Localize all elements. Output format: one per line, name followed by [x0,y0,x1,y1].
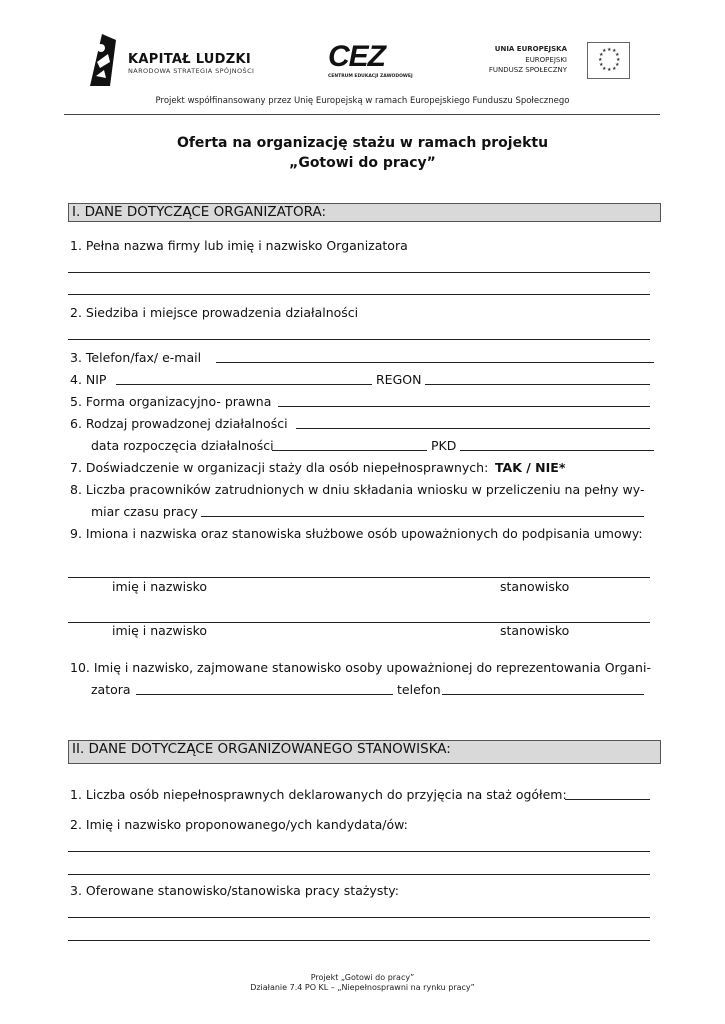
s1-item6-label: 6. Rodzaj prowadzonej działalności [70,416,288,431]
svg-text:★: ★ [612,66,617,72]
s2-item2-label: 2. Imię i nazwisko proponowanego/ych kandydata/ów: [70,817,408,832]
s1-item10-label-line1: 10. Imię i nazwisko, zajmowane stanowisko osoby upoważnionej do reprezentowania Organi- [70,660,651,675]
document-title-line1: Oferta na organizację stażu w ramach projektu [176,135,549,151]
s1-item10-phone-label: telefon [397,682,441,697]
s1-item1-field-line2[interactable] [68,294,650,295]
s1-pkd-field[interactable] [460,438,654,451]
svg-text:★: ★ [615,62,620,68]
eu-line1: UNIA EUROPEJSKA [494,45,567,53]
s1-item8-field[interactable] [201,504,644,517]
cez-logo: CEZ [328,40,385,73]
s1-item8-label-line2: miar czasu pracy [91,504,198,519]
s1-item1-label: 1. Pełna nazwa firmy lub imię i nazwisko Organizatora [70,238,408,253]
svg-text:★: ★ [612,48,617,54]
svg-text:★: ★ [602,48,607,54]
kl-subtitle: NARODOWA STRATEGIA SPÓJNOŚCI [128,67,255,75]
cez-subtitle: CENTRUM EDUKACJI ZAWODOWEJ [328,74,413,79]
s1-person2-name-label: imię i nazwisko [112,623,208,638]
svg-text:★: ★ [599,52,604,58]
s1-item6-field[interactable] [296,416,650,429]
eu-line2: EUROPEJSKI [525,56,567,64]
footer-line2: Działanie 7.4 PO KL – „Niepełnosprawni na rynku pracy” [250,983,475,992]
svg-text:★: ★ [615,52,620,58]
s1-item3-field[interactable] [216,350,654,363]
s2-item3-field-line2[interactable] [68,940,650,941]
s1-person1-name-label: imię i nazwisko [112,579,208,594]
s2-item3-field-line1[interactable] [68,917,650,918]
section2-heading: II. DANE DOTYCZĄCE ORGANIZOWANEGO STANOWISKA: [68,740,661,764]
s1-item2-label: 2. Siedziba i miejsce prowadzenia działalności [70,305,359,320]
s1-item4-nip-label: 4. NIP [70,372,107,387]
svg-text:★: ★ [598,57,603,63]
kl-title: KAPITAŁ LUDZKI [128,52,251,67]
s1-item6-pkd-label: PKD [431,438,457,453]
cofinance-text: Projekt współfinansowany przez Unię Europejską w ramach Europejskiego Funduszu Społecznego [155,96,570,106]
s1-item6-date-label: data rozpoczęcia działalności [91,438,274,453]
kapital-ludzki-logo [88,32,118,92]
s1-item5-field[interactable] [278,394,650,407]
header-divider [64,114,660,115]
s1-item7-answer[interactable]: TAK / NIE* [495,460,566,475]
s2-item2-field-line1[interactable] [68,851,650,852]
s1-item2-field[interactable] [68,339,650,340]
s2-item1-label: 1. Liczba osób niepełnosprawnych deklarowanych do przyjęcia na staż ogółem: [70,787,567,802]
s1-person1-field[interactable] [68,577,650,578]
s2-item1-field[interactable] [565,787,650,800]
s1-item1-field-line1[interactable] [68,272,650,273]
s1-person1-position-label: stanowisko [500,579,570,594]
eu-line3: FUNDUSZ SPOŁECZNY [488,66,567,74]
svg-text:★: ★ [607,47,612,53]
s1-phone-field[interactable] [442,682,644,695]
eu-flag-icon [587,42,630,79]
svg-text:★: ★ [602,66,607,72]
s1-person2-position-label: stanowisko [500,623,570,638]
section1-heading: I. DANE DOTYCZĄCE ORGANIZATORA: [68,203,661,222]
svg-text:★: ★ [607,67,612,73]
s1-regon-field[interactable] [425,372,650,385]
s2-item3-label: 3. Oferowane stanowisko/stanowiska pracy stażysty: [70,883,399,898]
kapital-ludzki-emblem-icon [88,32,118,88]
s1-item5-label: 5. Forma organizacyjno- prawna [70,394,272,409]
svg-text:★: ★ [616,57,621,63]
s1-item10-label-line2: zatora [91,682,131,697]
footer-line1: Projekt „Gotowi do pracy” [310,973,415,982]
s1-item8-label-line1: 8. Liczba pracowników zatrudnionych w dniu składania wniosku w przeliczeniu na pełny wy- [70,482,645,497]
s1-item7-label: 7. Doświadczenie w organizacji staży dla osób niepełnosprawnych: [70,460,489,475]
document-title-line2: „Gotowi do pracy” [289,155,436,171]
s1-item4-regon-label: REGON [376,372,422,387]
s1-item3-label: 3. Telefon/fax/ e-mail [70,350,202,365]
s1-representative-field[interactable] [136,682,393,695]
s1-nip-field[interactable] [116,372,372,385]
s1-start-date-field[interactable] [272,438,427,451]
svg-text:★: ★ [599,62,604,68]
s2-item2-field-line2[interactable] [68,874,650,875]
s1-item9-label: 9. Imiona i nazwiska oraz stanowiska służbowe osób upoważnionych do podpisania umowy: [70,526,643,541]
